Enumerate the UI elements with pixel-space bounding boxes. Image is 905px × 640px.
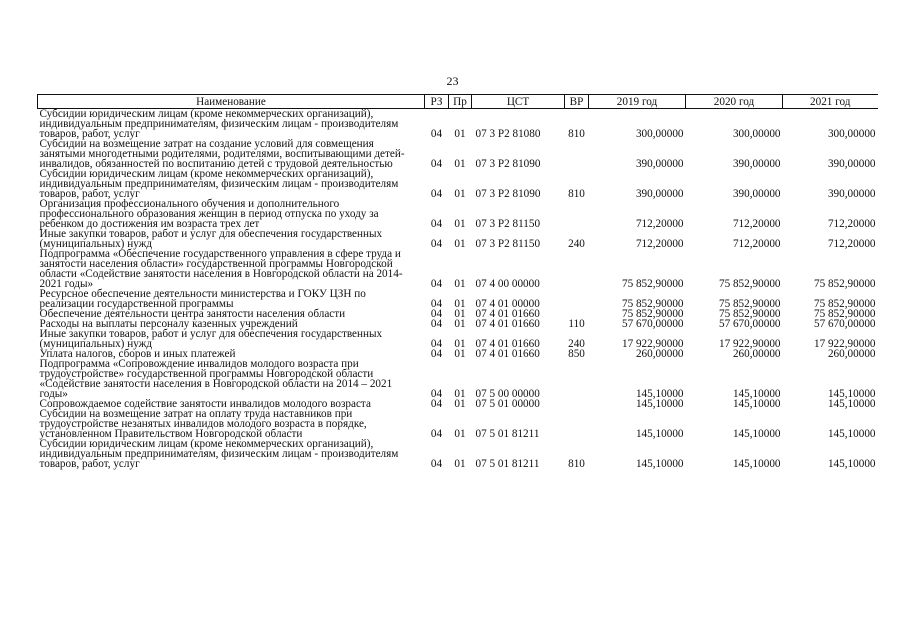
row-pr: 01 [454, 188, 466, 200]
header-name: Наименование [38, 95, 425, 109]
row-2019: 75 852,90000 [621, 278, 684, 290]
row-2021: 390,00000 [827, 188, 876, 200]
row-cst: 07 3 Р2 81150 [475, 218, 541, 230]
row-rz: 04 [430, 128, 443, 140]
row-pr: 01 [454, 298, 466, 310]
row-2020: 145,10000 [732, 458, 781, 470]
row-2020: 75 852,90000 [718, 278, 781, 290]
row-2021: 75 852,90000 [813, 278, 876, 290]
row-cst: 07 5 00 00000 [475, 388, 540, 400]
row-2019: 17 922,90000 [621, 338, 684, 350]
row-2020: 390,00000 [732, 158, 781, 170]
table-body [38, 109, 878, 470]
row-cst: 07 4 01 00000 [475, 298, 540, 310]
row-2021: 712,20000 [827, 238, 876, 250]
row-2019: 260,00000 [635, 348, 684, 360]
row-rz: 04 [430, 348, 443, 360]
row-name: Иные закупки товаров, работ и услуг для обеспечения государственных (муниципальных) нужд [39, 328, 383, 350]
row-pr: 01 [454, 238, 466, 250]
row-2021: 17 922,90000 [813, 338, 876, 350]
row-name: Иные закупки товаров, работ и услуг для обеспечения государственных (муниципальных) нужд [39, 228, 383, 250]
row-name: Подпрограмма «Обеспечение государственного управления в сфере труда и занятости населения области» государственной программы Новгородской области «Содействие занятости населения в Новгородской области на 2014-2021 годы» [39, 248, 403, 290]
row-pr: 01 [454, 428, 466, 440]
row-rz: 04 [430, 158, 443, 170]
row-rz: 04 [430, 428, 443, 440]
table-row [38, 329, 878, 349]
header-pr: Пр [449, 95, 472, 109]
table-header [38, 95, 878, 109]
row-rz: 04 [430, 298, 443, 310]
row-name: Ресурсное обеспечение деятельности министерства и ГОКУ ЦЗН по реализации государственной программы [39, 288, 366, 310]
row-pr: 01 [454, 398, 466, 410]
row-2020: 17 922,90000 [718, 338, 781, 350]
row-cst: 07 4 00 00000 [475, 278, 540, 290]
row-rz: 04 [430, 218, 443, 230]
row-cst: 07 4 01 01660 [475, 318, 540, 330]
row-vr [565, 199, 589, 229]
row-vr [565, 409, 589, 439]
header-2020: 2020 год [686, 95, 783, 109]
table-row [38, 229, 878, 249]
row-vr: 240 [568, 238, 585, 250]
row-rz: 04 [430, 308, 443, 320]
row-2021: 390,00000 [827, 158, 876, 170]
table-row [38, 139, 878, 169]
row-pr: 01 [454, 338, 466, 350]
row-vr: 810 [568, 188, 585, 200]
row-cst: 07 4 01 01660 [475, 308, 540, 320]
header-2021: 2021 год [783, 95, 878, 109]
row-cst: 07 3 Р2 81150 [475, 238, 541, 250]
row-2020: 75 852,90000 [718, 308, 781, 320]
row-2019: 300,00000 [635, 128, 684, 140]
row-2020: 75 852,90000 [718, 298, 781, 310]
row-2021: 145,10000 [827, 398, 876, 410]
budget-table [37, 94, 878, 469]
row-2020: 260,00000 [732, 348, 781, 360]
row-2021: 712,20000 [827, 218, 876, 230]
row-2019: 145,10000 [635, 458, 684, 470]
row-vr [565, 249, 589, 289]
row-cst: 07 4 01 01660 [475, 338, 540, 350]
row-rz: 04 [430, 338, 443, 350]
row-2021: 260,00000 [827, 348, 876, 360]
row-vr [565, 399, 589, 409]
row-vr [565, 139, 589, 169]
row-2019: 145,10000 [635, 428, 684, 440]
row-vr: 850 [568, 348, 585, 360]
row-vr [565, 289, 589, 309]
row-name: Подпрограмма «Сопровождение инвалидов молодого возраста при трудоустройстве» государственной программы Новгородской области «Содействие занятости населения в Новгородской области на 2014 – 2021 годы» [39, 358, 393, 400]
row-2019: 75 852,90000 [621, 308, 684, 320]
row-rz: 04 [430, 388, 443, 400]
row-2021: 145,10000 [827, 458, 876, 470]
page-number: 23 [446, 74, 459, 88]
row-pr: 01 [454, 458, 466, 470]
row-2021: 145,10000 [827, 388, 876, 400]
row-pr: 01 [454, 278, 466, 290]
header-cst: ЦСТ [472, 95, 565, 109]
row-2021: 75 852,90000 [813, 298, 876, 310]
row-pr: 01 [454, 128, 466, 140]
row-2020: 145,10000 [732, 398, 781, 410]
table-row [38, 439, 878, 469]
row-rz: 04 [430, 318, 443, 330]
header-vr: ВР [565, 95, 589, 109]
row-2020: 390,00000 [732, 188, 781, 200]
row-cst: 07 5 01 00000 [475, 398, 540, 410]
row-2020: 712,20000 [732, 218, 781, 230]
row-vr: 240 [568, 338, 585, 350]
table-row [38, 289, 878, 309]
row-vr: 810 [568, 458, 585, 470]
row-2021: 300,00000 [827, 128, 876, 140]
row-vr [565, 359, 589, 399]
row-cst: 07 4 01 01660 [475, 348, 540, 360]
table-row [38, 109, 878, 140]
table-row [38, 169, 878, 199]
row-pr: 01 [454, 388, 466, 400]
row-2019: 145,10000 [635, 388, 684, 400]
row-2020: 57 670,00000 [718, 318, 781, 330]
header-row [38, 95, 878, 109]
row-rz: 04 [430, 238, 443, 250]
row-rz: 04 [430, 278, 443, 290]
header-rz: РЗ [425, 95, 449, 109]
table-row [38, 359, 878, 399]
row-cst: 07 5 01 81211 [475, 458, 540, 470]
row-cst: 07 3 Р2 81090 [475, 188, 541, 200]
row-2021: 75 852,90000 [813, 308, 876, 320]
header-2019: 2019 год [589, 95, 686, 109]
table-row [38, 249, 878, 289]
row-pr: 01 [454, 158, 466, 170]
row-name: Расходы на выплаты персоналу казенных учреждений [39, 318, 298, 330]
row-name: Субсидии юридическим лицам (кроме некоммерческих организаций), индивидуальным предпринимателям, физическим лицам - производителям товаров, работ, услуг [39, 168, 399, 200]
row-pr: 01 [454, 318, 466, 330]
row-cst: 07 3 Р2 81090 [475, 158, 541, 170]
row-cst: 07 5 01 81211 [475, 428, 540, 440]
row-pr: 01 [454, 348, 466, 360]
row-name: Субсидии на возмещение затрат на оплату труда наставников при трудоустройстве незанятых инвалидов молодого возраста в порядке, установленном Правительством Новгородской области [39, 408, 367, 440]
row-2019: 57 670,00000 [621, 318, 684, 330]
row-vr: 810 [568, 128, 585, 140]
row-2020: 712,20000 [732, 238, 781, 250]
row-2019: 145,10000 [635, 398, 684, 410]
row-2019: 712,20000 [635, 238, 684, 250]
row-2021: 145,10000 [827, 428, 876, 440]
row-2019: 390,00000 [635, 188, 684, 200]
table-row [38, 409, 878, 439]
row-2019: 712,20000 [635, 218, 684, 230]
row-2019: 75 852,90000 [621, 298, 684, 310]
row-name: Субсидии на возмещение затрат на создание условий для совмещения занятыми многодетными родителями, родителями, воспитывающими детей-инвалидов, обязанностей по воспитанию детей с трудовой деятельностью [39, 138, 405, 170]
row-name: Субсидии юридическим лицам (кроме некоммерческих организаций), индивидуальным предпринимателям, физическим лицам - производителям товаров, работ, услуг [39, 438, 399, 470]
row-2020: 300,00000 [732, 128, 781, 140]
row-pr: 01 [454, 308, 466, 320]
row-name: Обеспечение деятельности центра занятости населения области [39, 308, 346, 320]
row-2020: 145,10000 [732, 388, 781, 400]
row-2019: 390,00000 [635, 158, 684, 170]
row-name: Организация профессионального обучения и дополнительного профессионального образования женщин в период отпуска по уходу за ребенком до достижения им возраста трех лет [39, 198, 379, 230]
row-cst: 07 3 Р2 81080 [475, 128, 541, 140]
row-name: Уплата налогов, сборов и иных платежей [39, 348, 236, 360]
row-rz: 04 [430, 458, 443, 470]
row-name: Субсидии юридическим лицам (кроме некоммерческих организаций), индивидуальным предпринимателям, физическим лицам - производителям товаров, работ, услуг [39, 108, 399, 140]
row-rz: 04 [430, 188, 443, 200]
row-pr: 01 [454, 218, 466, 230]
row-rz: 04 [430, 398, 443, 410]
row-2020: 145,10000 [732, 428, 781, 440]
row-2021: 57 670,00000 [813, 318, 876, 330]
row-name: Сопровождаемое содействие занятости инвалидов молодого возраста [39, 398, 371, 410]
table-row [38, 199, 878, 229]
row-vr: 110 [568, 318, 585, 330]
